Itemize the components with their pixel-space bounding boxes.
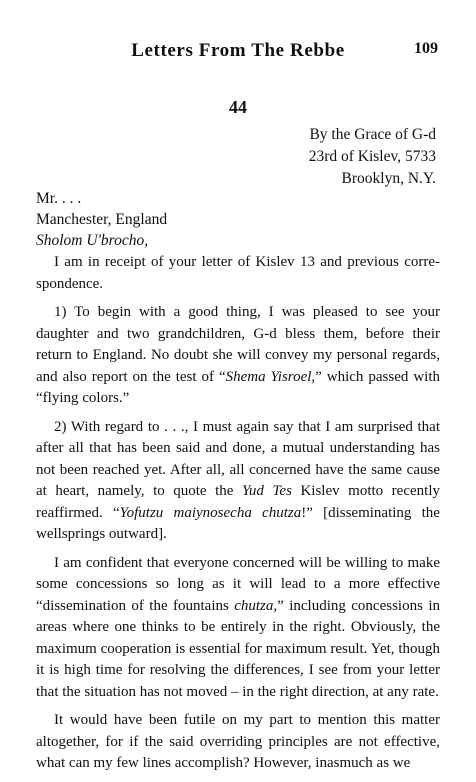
- running-head: [0, 40, 476, 64]
- paragraph-4-tail: ,” including concessions in areas where one thinks to be entirely in the right. Obviously, the maximum cooperation is essential for maximum result. Yet, though it is high time for resolving the differences, I see from your letter that the situation has not moved – in the right direction, at any rate.: [36, 597, 440, 700]
- dateline: [309, 124, 436, 190]
- paragraph-3: [36, 417, 440, 546]
- paragraph-2: [36, 302, 440, 410]
- paragraph-2-italic: Shema Yisroel: [225, 368, 312, 385]
- paragraph-4: [36, 553, 440, 704]
- page-number: 109: [414, 40, 438, 57]
- dateline-greeting: By the Grace of G-d: [309, 126, 436, 143]
- paragraph-3-text: 2) With regard to . . ., I must again say that I am surprised that after all that has been said and done, a mutual understanding has not been reached yet. After all, all concerned have the same cause at heart, namely, to quote the: [36, 418, 440, 499]
- paragraph-3-mid: Kislev motto recently reaffirmed. “: [36, 483, 440, 521]
- paragraph-3-tail: !” [disseminating the wellsprings outward].: [36, 504, 440, 542]
- paragraph-5: [36, 710, 440, 775]
- book-title: Letters From The Rebbe: [131, 40, 345, 61]
- paragraph-4-text: I am confident that everyone concerned will be willing to make some concessions so long as it will lead to a more effective “dissemination of the fountains: [36, 554, 440, 614]
- addressee-name: Mr. . . .: [36, 190, 82, 207]
- paragraph-1: [36, 252, 440, 295]
- letter-number: 44: [229, 97, 247, 117]
- paragraph-5-text: It would have been futile on my part to mention this matter altogether, for if the said overriding principles are not effective, what can my few lines accomplish? However, inasmuch as we: [36, 712, 440, 771]
- letter-body: [36, 252, 440, 782]
- paragraph-3-italic-1: Yud Tes: [241, 483, 292, 499]
- paragraph-2-text: 1) To begin with a good thing, I was pleased to see your daughter and two grandchildren, G-d bless them, before their return to England. No doubt she will convey my personal regards, and also report on the test of “: [36, 304, 440, 385]
- paragraph-4-italic: chutza: [234, 597, 274, 614]
- paragraph-1-text: I am in receipt of your letter of Kislev 13 and previous correspondence.: [36, 254, 440, 292]
- addressee-city: Manchester, England: [36, 211, 168, 228]
- paragraph-3-italic-2: Yofutzu maiynosecha chutza: [119, 504, 302, 521]
- addressee-block: [36, 188, 167, 251]
- salutation: Sholom U'brocho,: [36, 232, 149, 249]
- dateline-place: Brooklyn, N.Y.: [341, 170, 436, 187]
- dateline-date: 23rd of Kislev, 5733: [308, 148, 436, 165]
- paragraph-2-tail: ,” which passed with “flying colors.”: [36, 368, 440, 406]
